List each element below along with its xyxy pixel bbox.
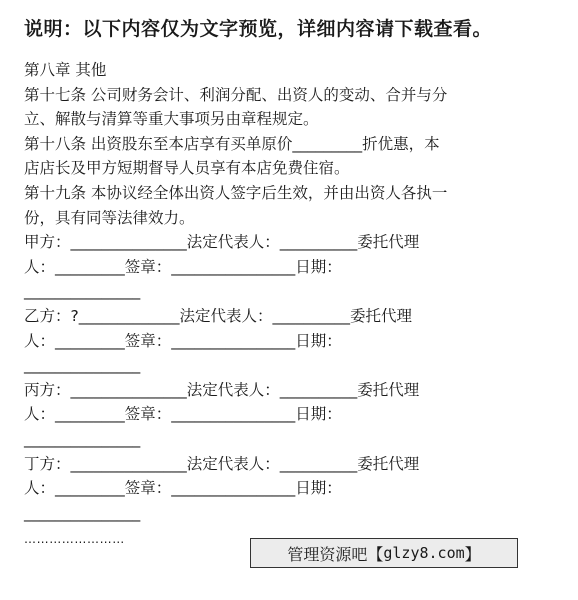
article-19-line-1: 第十九条 本协议经全体出资人签字后生效，并由出资人各执一 [24, 183, 448, 202]
party-a-line-1: 甲方：_______________法定代表人：__________委托代理 [24, 233, 420, 252]
party-b-line-2: 人：_________签章：________________日期： [24, 331, 342, 350]
party-a-line-3: _______________ [24, 282, 141, 301]
source-site: glzy8.com [383, 544, 465, 562]
party-c-line-2: 人：_________签章：________________日期： [24, 405, 342, 424]
ellipsis-dots: …………………… [24, 532, 125, 546]
party-c-line-3: _______________ [24, 429, 141, 448]
article-17-line-2: 立、解散与清算等重大事项另由章程规定。 [24, 110, 319, 129]
article-19-line-2: 份，具有同等法律效力。 [24, 208, 195, 227]
party-d-line-2: 人：_________签章：________________日期： [24, 479, 342, 498]
party-c-line-1: 丙方：_______________法定代表人：__________委托代理 [24, 380, 420, 399]
article-18-line-1: 第十八条 出资股东至本店享有买单原价_________折优惠，本 [24, 134, 440, 153]
party-d-line-1: 丁方：_______________法定代表人：__________委托代理 [24, 454, 420, 473]
article-18-line-2: 店店长及甲方短期督导人员享有本店免费住宿。 [24, 159, 350, 178]
source-close: 】 [464, 544, 481, 564]
preview-notice: 说明：以下内容仅为文字预览，详细内容请下载查看。 [24, 18, 493, 40]
chapter-heading: 第八章 其他 [24, 61, 107, 79]
source-watermark [250, 538, 518, 568]
party-b-line-3: _______________ [24, 356, 141, 375]
article-17-line-1: 第十七条 公司财务会计、利润分配、出资人的变动、合并与分 [24, 85, 448, 104]
party-b-line-1: 乙方：?_____________法定代表人：__________委托代理 [24, 306, 412, 325]
party-d-line-3: _______________ [24, 503, 141, 522]
document-body [24, 58, 554, 525]
party-a-line-2: 人：_________签章：________________日期： [24, 257, 342, 276]
source-name: 管理资源吧【 [287, 544, 384, 564]
